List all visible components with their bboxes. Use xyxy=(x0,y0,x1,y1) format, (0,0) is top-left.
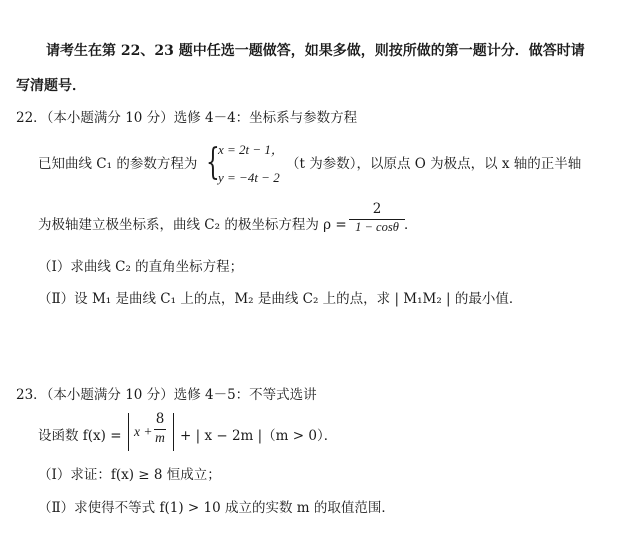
left-brace: { xyxy=(206,142,220,183)
q22-part-1: （Ⅰ）求曲线 C₂ 的直角坐标方程； xyxy=(38,259,244,275)
q22-part-2: （Ⅱ）设 M₁ 是曲线 C₁ 上的点，M₂ 是曲线 C₂ 上的点，求 | M₁M₂ | 的最小值． xyxy=(38,291,523,307)
q23-abs-inner: x + xyxy=(134,424,153,439)
q23-func-lead: 设函数 f(x) = xyxy=(38,428,122,444)
q22-param-x: x = 2t − 1， xyxy=(218,142,284,157)
q22-param-y: y = −4t − 2 xyxy=(218,170,280,185)
abs-bar-left xyxy=(128,413,129,451)
q23-func-tail: + | x − 2m |（m > 0）． xyxy=(180,428,338,444)
q22-frac-denominator: 1 − cosθ xyxy=(355,220,399,234)
q23-part-1: （Ⅰ）求证：f(x) ≥ 8 恒成立； xyxy=(38,467,221,483)
q23-frac-numerator: 8 xyxy=(155,411,165,427)
q22-frac-numerator: 2 xyxy=(372,201,382,217)
q22-header: 22．（本小题满分 10 分）选修 4－4：坐标系与参数方程 xyxy=(16,110,358,126)
q23-frac-denominator: m xyxy=(155,430,165,445)
q23-part-2: （Ⅱ）求使得不等式 f(1) > 10 成立的实数 m 的取值范围． xyxy=(38,500,395,516)
q22-polar-text: 为极轴建立极坐标系，曲线 C₂ 的极坐标方程为 ρ = xyxy=(38,217,347,233)
instructions-line-1: 请考生在第 22、23 题中任选一题做答，如果多做，则按所做的第一题计分．做答时请 xyxy=(46,43,585,59)
abs-bar-right xyxy=(173,413,174,451)
instructions-line-2: 写清题号． xyxy=(16,78,86,94)
q23-header: 23．（本小题满分 10 分）选修 4－5：不等式选讲 xyxy=(16,387,317,403)
q22-after-system: （t 为参数），以原点 O 为极点，以 x 轴的正半轴 xyxy=(286,156,582,172)
q22-end-punct: ． xyxy=(404,217,418,233)
q22-intro: 已知曲线 C₁ 的参数方程为 xyxy=(38,156,198,172)
